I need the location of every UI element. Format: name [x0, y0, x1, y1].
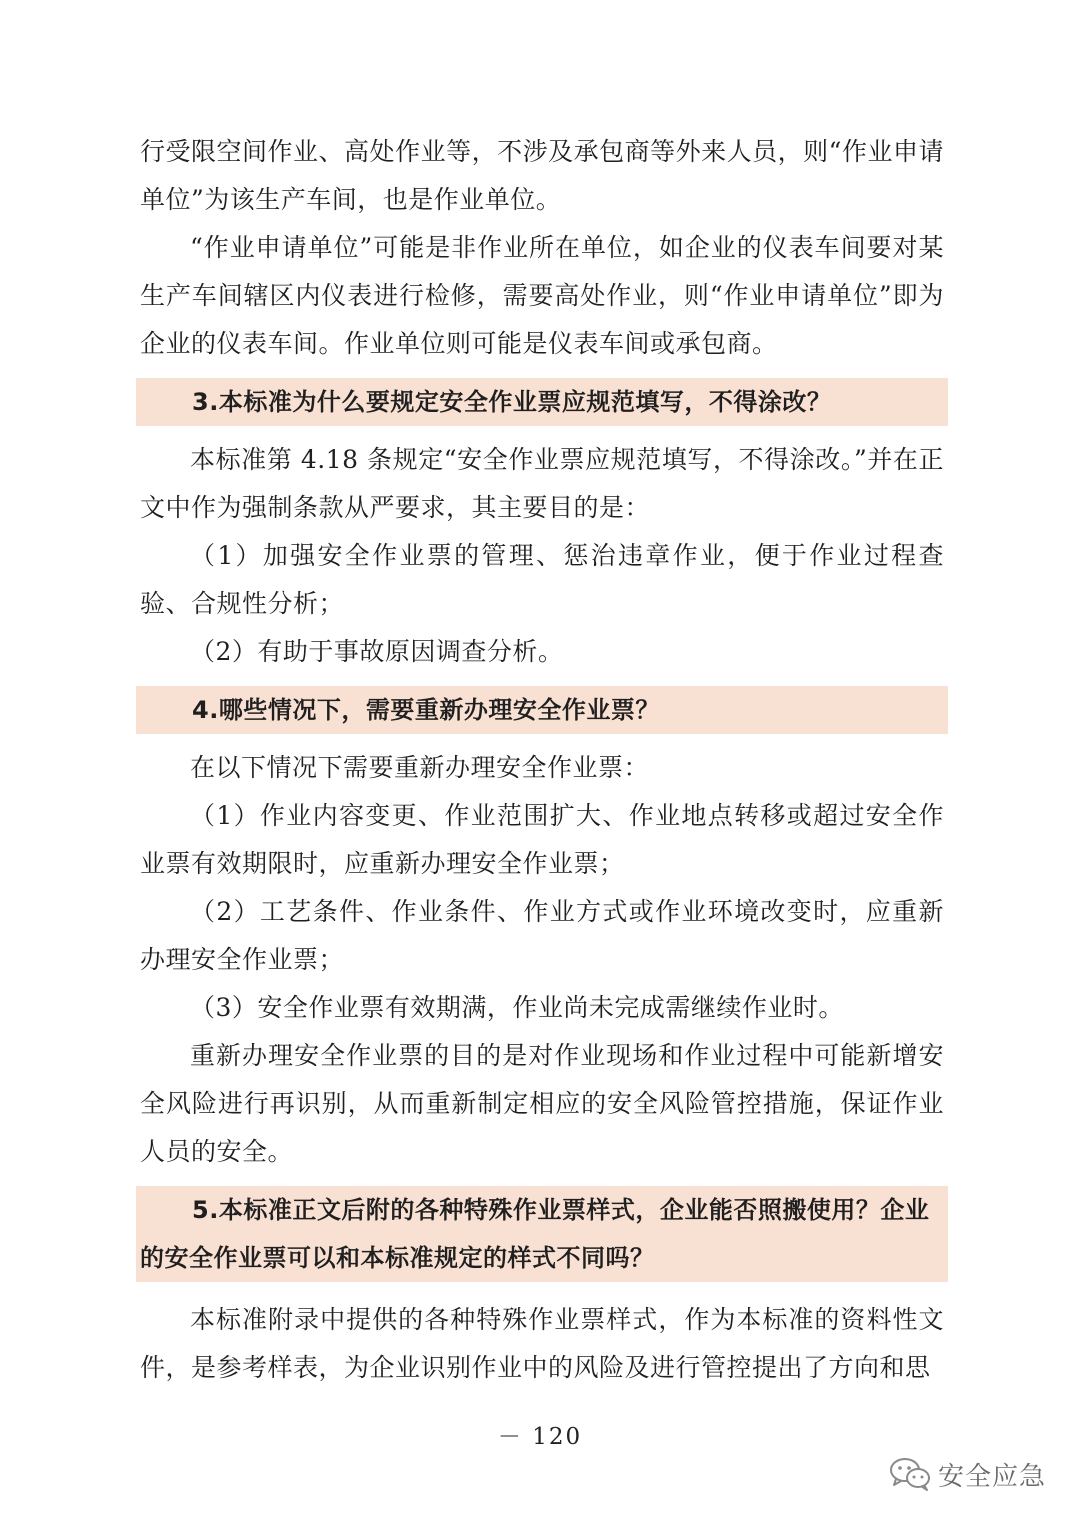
watermark — [888, 1452, 1046, 1496]
section-heading-3: 3.本标准为什么要规定安全作业票应规范填写，不得涂改？ — [136, 378, 948, 426]
list-item: （2）工艺条件、作业条件、作业方式或作业环境改变时，应重新办理安全作业票； — [140, 897, 944, 974]
section-heading-4: 4.哪些情况下，需要重新办理安全作业票？ — [136, 686, 948, 734]
paragraph: 本标准附录中提供的各种特殊作业票样式，作为本标准的资料性文件，是参考样表，为企业识别作业中的风险及进行管控提出了方向和思 — [140, 1305, 944, 1382]
list-item: （1）加强安全作业票的管理、惩治违章作业，便于作业过程查验、合规性分析； — [140, 541, 944, 618]
section-heading-5: 5.本标准正文后附的各种特殊作业票样式，企业能否照搬使用？企业的安全作业票可以和本标准规定的样式不同吗？ — [136, 1186, 948, 1282]
paragraph: 在以下情况下需要重新办理安全作业票： — [190, 753, 650, 782]
paragraph: “作业申请单位”可能是非作业所在单位，如企业的仪表车间要对某生产车间辖区内仪表进行检修，需要高处作业，则“作业申请单位”即为企业的仪表车间。作业单位则可能是仪表车间或承包商。 — [140, 233, 944, 358]
page-content — [140, 128, 944, 1392]
wechat-icon — [888, 1456, 932, 1492]
list-item: （1）作业内容变更、作业范围扩大、作业地点转移或超过安全作业票有效期限时，应重新办理安全作业票； — [140, 801, 944, 878]
list-item: （3）安全作业票有效期满，作业尚未完成需继续作业时。 — [190, 993, 844, 1022]
paragraph: 行受限空间作业、高处作业等，不涉及承包商等外来人员，则“作业申请单位”为该生产车间，也是作业单位。 — [140, 137, 944, 214]
page-number: － 120 — [497, 1424, 583, 1450]
paragraph: 重新办理安全作业票的目的是对作业现场和作业过程中可能新增安全风险进行再识别，从而重新制定相应的安全风险管控措施，保证作业人员的安全。 — [140, 1041, 944, 1166]
watermark-text: 安全应急 — [938, 1461, 1047, 1492]
list-item: （2）有助于事故原因调查分析。 — [190, 637, 564, 666]
paragraph: 本标准第 4.18 条规定“安全作业票应规范填写，不得涂改。”并在正文中作为强制条款从严要求，其主要目的是： — [140, 445, 944, 522]
